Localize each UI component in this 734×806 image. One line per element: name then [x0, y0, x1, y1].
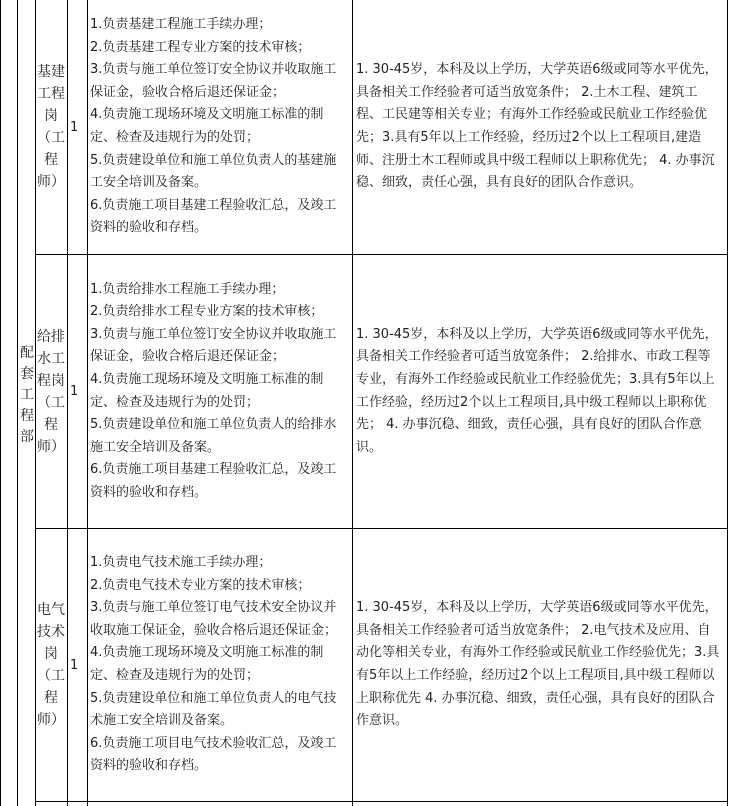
duty-item: 4.负责施工现场环境及文明施工标准的制定、检查及违规行为的处罚； [90, 107, 324, 145]
requirements-cell [354, 0, 726, 254]
headcount: 1 [70, 657, 79, 673]
requirements-cell [354, 255, 726, 528]
duty-item: 1.负责基建工程施工手续办理； [90, 17, 272, 33]
row-divider [35, 801, 728, 802]
duty-item: 2.负责电气技术专业方案的技术审核； [90, 577, 311, 593]
duty-item: 3.负责与施工单位签订安全协议并收取施工保证金，验收合格后退还保证金； [90, 62, 337, 100]
requirements-text: 1. 30-45岁，本科及以上学历，大学英语6级或同等水平优先，具备相关工作经验者可适当放宽条件； 2.给排水、市政工程等专业，有海外工作经验或民航业工作经验优先；3.具有5年以上工作经验，经历过2个以上工程项目,具中级工程师以上职称优先； 4. 办事沉稳、细致，责任心强，具有良好的团队合作意识。 [356, 326, 718, 455]
duty-item: 1.负责电气技术施工手续办理； [90, 555, 272, 571]
duty-item: 6.负责施工项目基建工程验收汇总，及竣工资料的验收和存档。 [90, 197, 337, 236]
requirements-text: 1. 30-45岁，本科及以上学历，大学英语6级或同等水平优先，具备相关工作经验者可适当放宽条件； 2.电气技术及应用、自动化等相关专业，有海外工作经验或民航业工作经验优先；3.具有5年以上工作经验，经历过2个以上工程项目,具中级工程师以上职称优先 4. 办事沉稳、细致，责任心强，具有良好的团队合作意识。 [356, 600, 720, 729]
requirements-cell [354, 529, 726, 801]
duty-item: 4.负责施工现场环境及文明施工标准的制定、检查及违规行为的处罚； [90, 371, 324, 410]
duty-item: 5.负责建设单位和施工单位负责人的电气技术施工安全培训及备案。 [90, 690, 337, 729]
duty-item: 2.负责给排水工程专业方案的技术审核； [90, 304, 324, 320]
duty-item: 6.负责施工项目电气技术验收汇总，及竣工资料的验收和存档。 [90, 735, 337, 774]
requirements-text: 1. 30-45岁，本科及以上学历，大学英语6级或同等水平优先，具备相关工作经验者可适当放宽条件； 2.土木工程、建筑工程、工民建等相关专业；有海外工作经验或民航业工作经验优先；3.具有5年以上工作经验，经历过2个以上工程项目,建造师、注册土木工程师或具中级工程师以上职称优先； 4. 办事沉稳、细致，责任心强，具有良好的团队合作意识。 [356, 62, 718, 191]
duty-item: 3.负责与施工单位签订电气技术安全协议并收取施工保证金，验收合格后退还保证金； [90, 600, 338, 638]
duty-item: 4.负责施工现场环境及文明施工标准的制定、检查及违规行为的处罚； [90, 645, 324, 683]
headcount: 1 [70, 119, 79, 135]
duty-item: 1.负责给排水工程施工手续办理； [90, 281, 285, 297]
duty-item: 5.负责建设单位和施工单位负责人的给排水施工安全培训及备案。 [90, 417, 337, 455]
table-border [352, 0, 353, 806]
duties-cell [88, 0, 352, 254]
table-border-right [727, 0, 728, 806]
duty-item: 6.负责施工项目基建工程验收汇总，及竣工资料的验收和存档。 [90, 462, 337, 500]
duties-cell [88, 255, 352, 528]
table-border-left [0, 0, 1, 806]
duty-item: 3.负责与施工单位签订安全协议并收取施工保证金，验收合格后退还保证金； [90, 326, 337, 365]
duty-item: 2.负责基建工程专业方案的技术审核； [90, 39, 311, 55]
duty-item: 5.负责建设单位和施工单位负责人的基建施工安全培训及备案。 [90, 152, 337, 191]
department-cell: 配套工程部 [20, 344, 34, 445]
position-name: 电气技术岗（工程师） [37, 602, 65, 728]
position-name: 基建工程岗（工程师） [37, 64, 65, 190]
position-name: 给排水工程岗（工程师） [37, 328, 65, 455]
duties-cell [88, 529, 352, 801]
headcount: 1 [70, 384, 79, 399]
